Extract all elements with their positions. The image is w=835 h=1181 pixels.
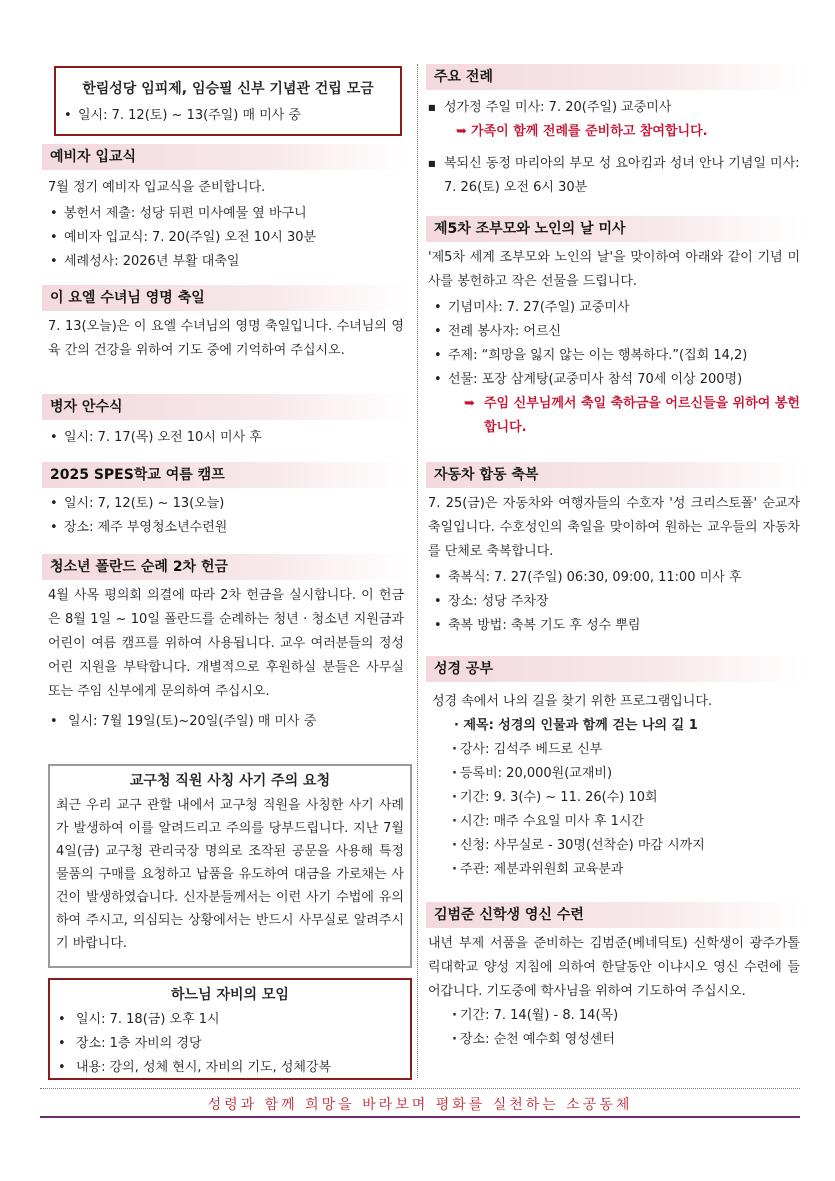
list-item: • 일시: 7, 12(토) ~ 13(오늘) xyxy=(42,492,410,516)
arrow-icon: ➥ xyxy=(456,124,467,139)
sister-section xyxy=(42,285,410,363)
fraud-box xyxy=(48,764,412,968)
cars-section xyxy=(426,462,806,638)
list-item: • 장소: 1층 자비의 경당 xyxy=(50,1032,410,1056)
list-item: • 예비자 입교식: 7. 20(주일) 오전 10시 30분 xyxy=(42,226,410,250)
bible-subject: · 제목: 성경의 인물과 함께 걷는 나의 길 1 xyxy=(454,718,698,733)
catechumen-intro: 7월 정기 예비자 입교식을 준비합니다. xyxy=(48,180,266,195)
camp-section xyxy=(42,462,410,540)
sick-list xyxy=(42,426,410,450)
footer-divider xyxy=(40,1088,800,1089)
fraud-title: 교구청 직원 사칭 사기 주의 요청 xyxy=(129,773,331,789)
list-item: • 주제: “희망을 잃지 않는 이는 행복하다.”(집회 14,2) xyxy=(426,344,806,368)
list-item: · 기간: 9. 3(수) ~ 11. 26(수) 10회 xyxy=(426,786,806,810)
bible-intro: 성경 속에서 나의 길을 찾기 위한 프로그램입니다. xyxy=(432,694,713,709)
bible-section xyxy=(426,656,806,882)
list-item: · 신청: 사무실로 - 30명(선착순) 마감 시까지 xyxy=(426,834,806,858)
list-item: • 전례 봉사자: 어르신 xyxy=(426,320,806,344)
catechumen-list xyxy=(42,202,410,274)
list-item: • 일시: 7월 19일(토)~20일(주일) 매 미사 중 xyxy=(42,710,410,734)
section-title: 이 요엘 수녀님 영명 축일 xyxy=(42,285,410,311)
poland-text: 4월 사목 평의회 의결에 따라 2차 헌금을 실시합니다. 이 헌금은 8월 1일 ~ 10일 폴란드를 순례하는 청년 · 청소년 지원금과 어린이 여름 캠프를 위하여 사용됩니다. 교우 여러분들의 정성 어린 지원을 부탁합니다. 개별적으로 후원하실 분들은 사무실 또는 주임 신부에게 문의하여 주십시오. xyxy=(48,588,404,699)
section-title: 김범준 신학생 영신 수련 xyxy=(426,902,806,928)
section-title: 병자 안수식 xyxy=(42,394,410,420)
cars-text: 7. 25(금)은 자동차와 여행자들의 수호자 '성 크리스토폴' 순교자 축일입니다. 수호성인의 축일을 맞이하여 원하는 교우들의 자동차를 단체로 축복합니다. xyxy=(428,496,800,559)
sick-section xyxy=(42,394,410,450)
list-item: · 주관: 제분과위원회 교육분과 xyxy=(426,858,806,882)
left-column xyxy=(42,64,410,1084)
right-column xyxy=(426,64,806,1084)
section-title: 2025 SPES학교 여름 캠프 xyxy=(42,462,410,488)
column-divider xyxy=(417,64,418,1078)
arrow-icon: ➥ xyxy=(464,396,475,411)
sister-text: 7. 13(오늘)은 이 요엘 수녀님의 영명 축일입니다. 수녀님의 영육 간의 건강을 위하여 기도 중에 기억하여 주십시오. xyxy=(48,319,404,358)
poland-section xyxy=(42,554,410,734)
grandparents-section xyxy=(426,216,806,440)
mercy-title: 하느님 자비의 모임 xyxy=(171,987,289,1003)
liturgy-note-text: 가족이 함께 전례를 준비하고 참여합니다. xyxy=(471,124,708,139)
bible-list xyxy=(426,738,806,882)
list-item: · 시간: 매주 수요일 미사 후 1시간 xyxy=(426,810,806,834)
section-title: 성경 공부 xyxy=(426,656,806,682)
list-item: • 내용: 강의, 성체 현시, 자비의 기도, 성체강복 xyxy=(50,1056,410,1080)
fundraise-list xyxy=(56,104,400,128)
liturgy-note xyxy=(444,120,806,144)
grandparents-text: '제5차 세계 조부모와 노인의 날'을 맞이하여 아래와 같이 기념 미사를 봉헌하고 작은 선물을 드립니다. xyxy=(428,250,800,289)
footer-line xyxy=(40,1116,800,1118)
list-item: · 등록비: 20,000원(교재비) xyxy=(426,762,806,786)
list-item: • 축복식: 7. 27(주일) 06:30, 09:00, 11:00 미사 후 xyxy=(426,566,806,590)
list-item: • 봉헌서 제출: 성당 뒤편 미사예물 옆 바구니 xyxy=(42,202,410,226)
retreat-section xyxy=(426,902,806,1052)
list-item: · 강사: 김석주 베드로 신부 xyxy=(426,738,806,762)
liturgy-list xyxy=(426,96,806,200)
section-title: 주요 전례 xyxy=(426,64,806,90)
section-title: 자동차 합동 축복 xyxy=(426,462,806,488)
fundraise-title: 한림성당 임피제, 임승필 신부 기념관 건립 모금 xyxy=(82,81,374,97)
grandparents-note xyxy=(426,392,806,440)
list-item: • 일시: 7. 18(금) 오후 1시 xyxy=(50,1008,410,1032)
liturgy-item-1: 성가정 주일 미사: 7. 20(주일) 교중미사 xyxy=(444,100,672,115)
mercy-list xyxy=(50,1008,410,1080)
mercy-box xyxy=(48,978,412,1080)
catechumen-section xyxy=(42,144,410,274)
retreat-text: 내년 부제 서품을 준비하는 김범준(베네딕토) 신학생이 광주가톨릭대학교 양성 지침에 의하여 한달동안 이냐시오 영신 수련에 들어갑니다. 기도중에 학사님을 위하여 기도하여 주십시오. xyxy=(428,936,800,999)
cars-list xyxy=(426,566,806,638)
fundraise-box xyxy=(54,66,402,136)
liturgy-section xyxy=(426,64,806,200)
list-item: • 세례성사: 2026년 부활 대축일 xyxy=(42,250,410,274)
list-item: · 기간: 7. 14(월) - 8. 14(목) xyxy=(426,1004,806,1028)
list-item: • 일시: 7. 17(목) 오전 10시 미사 후 xyxy=(42,426,410,450)
list-item: • 장소: 성당 주차장 xyxy=(426,590,806,614)
section-title: 청소년 폴란드 순례 2차 헌금 xyxy=(42,554,410,580)
list-item xyxy=(426,96,806,144)
list-item: · 장소: 순천 예수회 영성센터 xyxy=(426,1028,806,1052)
section-title: 제5차 조부모와 노인의 날 미사 xyxy=(426,216,806,242)
list-item: • 기념미사: 7. 27(주일) 교중미사 xyxy=(426,296,806,320)
poland-list xyxy=(42,710,410,734)
grandparents-note-text: 주임 신부님께서 축일 축하금을 어르신들을 위하여 봉헌합니다. xyxy=(484,396,800,435)
fraud-text: 최근 우리 교구 관할 내에서 교구청 직원을 사칭한 사기 사례가 발생하여 이를 알려드리고 주의를 당부드립니다. 지난 7월 4일(금) 교구청 관리국장 명의로 조작된 공문을 사용해 특정 물품의 구매를 요청하고 납품을 유도하여 대금을 가로채는 사건이 발생하였습니다. 신자분들께서는 이런 사기 수법에 유의하여 주시고, 의심되는 상황에서는 반드시 사무실로 알려주시기 바랍니다. xyxy=(56,798,404,951)
camp-list xyxy=(42,492,410,540)
list-item: • 축복 방법: 축복 기도 후 성수 뿌림 xyxy=(426,614,806,638)
grandparents-list xyxy=(426,296,806,392)
list-item: ■ 복되신 동정 마리아의 부모 성 요아킴과 성녀 안나 기념일 미사: 7. 26(토) 오전 6시 30분 xyxy=(426,152,806,200)
section-title: 예비자 입교식 xyxy=(42,144,410,170)
footer-motto: 성령과 함께 희망을 바라보며 평화를 실천하는 소공동체 xyxy=(207,1097,633,1113)
list-item: • 일시: 7. 12(토) ~ 13(주일) 매 미사 중 xyxy=(56,104,400,128)
list-item: • 장소: 제주 부영청소년수련원 xyxy=(42,516,410,540)
list-item: • 선물: 포장 삼계탕(교중미사 참석 70세 이상 200명) xyxy=(426,368,806,392)
retreat-list xyxy=(426,1004,806,1052)
